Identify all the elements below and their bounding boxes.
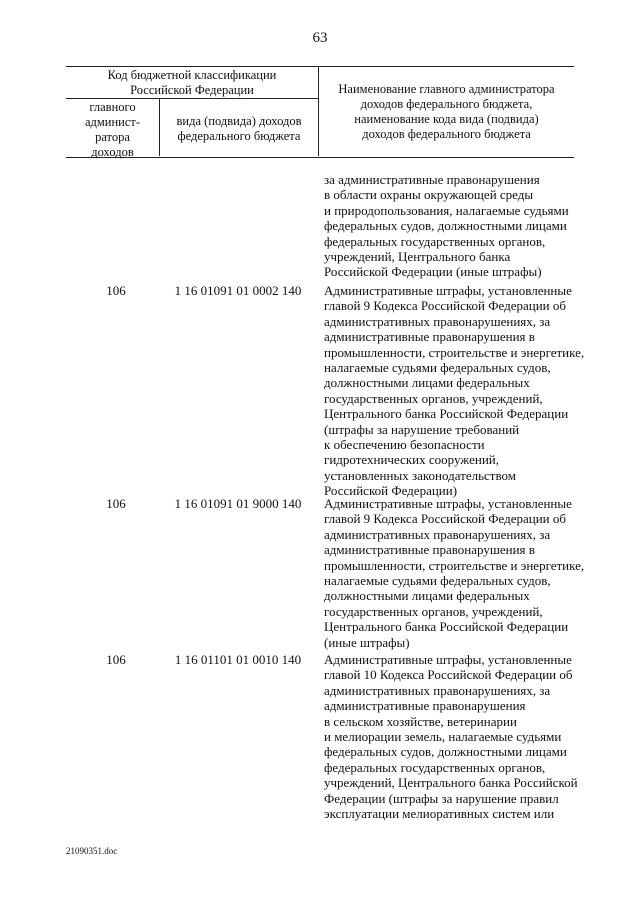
header-subdivider-horizontal <box>66 98 318 99</box>
admin-code: 106 <box>106 496 126 511</box>
admin-code: 106 <box>106 283 126 298</box>
income-code: 1 16 01091 01 9000 140 <box>174 496 302 511</box>
row-description: Административные штрафы, установленные главой 10 Кодекса Российской Федерации об административных правонарушениях, за административные правонарушения в сельском хозяйстве, ветеринарии и мелиорации земель, налагаемые судьями федеральных судов, должностными лицами федеральных государственных органов, учреждений, Центрального банка Российской Федерации (штрафы за нарушение правил эксплуатации мелиоративных систем или <box>324 652 578 822</box>
admin-code: 106 <box>106 652 126 667</box>
header-col-type: вида (подвида) доходов федерального бюджета <box>176 114 302 143</box>
row-description: Административные штрафы, установленные главой 9 Кодекса Российской Федерации об административных правонарушениях, за административные правонарушения в промышленности, строительстве и энергетике, налагаемые судьями федеральных судов, должностными лицами федеральных государственных органов, учреждений, Центрального банка Российской Федерации (иные штрафы) <box>324 496 585 650</box>
header-group-title: Код бюджетной классификации Российской Федерации <box>107 68 277 97</box>
page-number: 63 <box>312 30 328 46</box>
income-code: 1 16 01101 01 0010 140 <box>174 652 302 667</box>
header-col-admin: главного админист- ратора доходов <box>84 100 141 159</box>
income-code: 1 16 01091 01 0002 140 <box>174 283 302 298</box>
row-description: за административные правонарушения в области охраны окружающей среды и природопользования, налагаемые судьями федеральных судов, должностными лицами федеральных государственных органов, учреждений, Центрального банка Российской Федерации (иные штрафы) <box>324 172 569 280</box>
header-col-name: Наименование главного администратора доходов федерального бюджета, наименование кода вида (подвида) доходов федерального бюджета <box>338 82 555 141</box>
row-description: Административные штрафы, установленные главой 9 Кодекса Российской Федерации об административных правонарушениях, за административные правонарушения в промышленности, строительстве и энергетике, налагаемые судьями федеральных судов, должностными лицами федеральных государственных органов, учреждений, Центрального банка Российской Федерации (штрафы за нарушение требований к обеспечению безопасности гидротехнических сооружений, установленных законодательством Российской Федерации) <box>324 283 585 499</box>
file-name-footer: 21090351.doc <box>66 846 118 856</box>
